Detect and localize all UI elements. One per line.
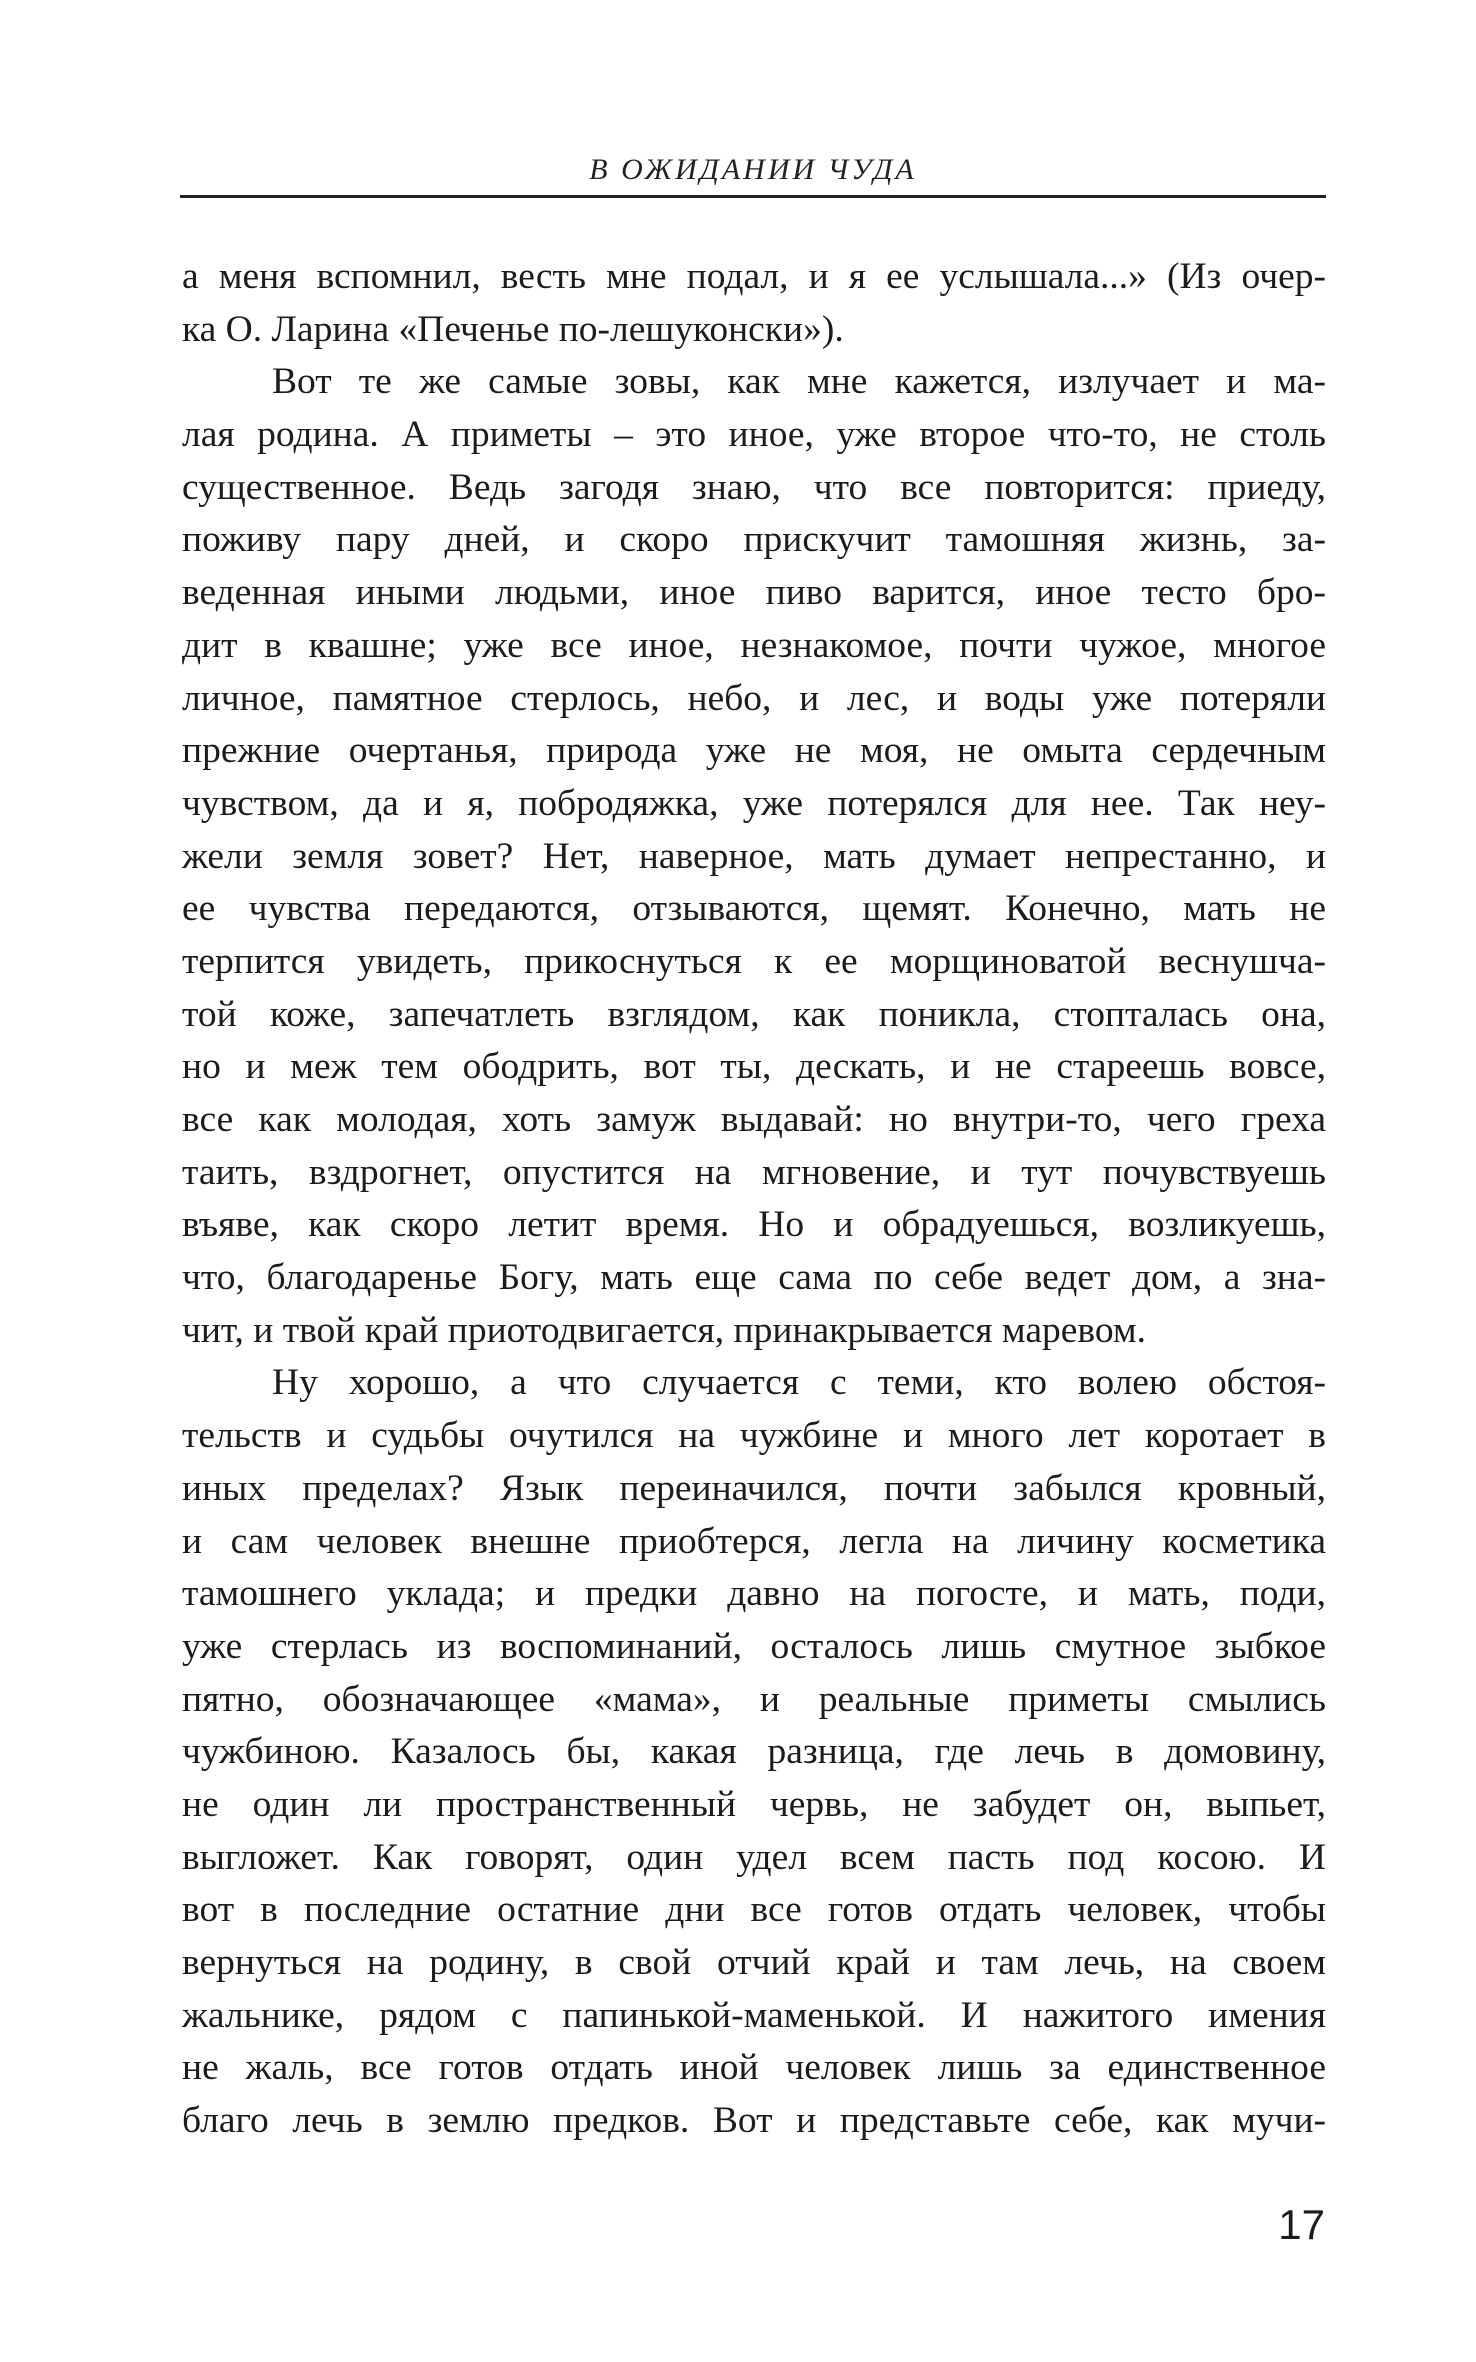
text-line: вот в последние остатние дни все готов отдать человек, чтобы [182, 1889, 1326, 1931]
text-line: что, благодаренье Богу, мать еще сама по себе ведет дом, а зна- [182, 1257, 1326, 1299]
text-line: чит, и твой край приотодвигается, принакрывается маревом. [182, 1309, 1146, 1351]
text-line: ка О. Ларина «Печенье по-лешуконски»). [182, 308, 844, 350]
text-line: въяве, как скоро летит время. Но и обрадуешься, возликуешь, [182, 1204, 1326, 1246]
text-line: пятно, обозначающее «мама», и реальные приметы смылись [182, 1678, 1326, 1720]
text-line: не жаль, все готов отдать иной человек лишь за единственное [182, 2047, 1326, 2089]
text-line: иных пределах? Язык переиначился, почти забылся кровный, [182, 1467, 1326, 1509]
body-text [182, 251, 1326, 2148]
text-line: чувством, да и я, побродяжка, уже потерялся для нее. Так неу- [182, 782, 1326, 824]
text-line: уже стерлась из воспоминаний, осталось лишь смутное зыбкое [182, 1625, 1326, 1667]
text-line: личное, памятное стерлось, небо, и лес, и воды уже потеряли [182, 677, 1326, 719]
text-line: прежние очертанья, природа уже не моя, не омыта сердечным [182, 730, 1326, 772]
text-line: жальнике, рядом с папинькой-маменькой. И нажитого имения [182, 1994, 1326, 2036]
text-line: ее чувства передаются, отзываются, щемят. Конечно, мать не [182, 888, 1326, 930]
text-line: и сам человек внешне приобтерся, легла на личину косметика [182, 1520, 1326, 1562]
text-line: тамошнего уклада; и предки давно на погосте, и мать, поди, [182, 1573, 1326, 1615]
text-line: чужбиною. Казалось бы, какая разница, где лечь в домовину, [182, 1731, 1326, 1773]
text-line: той коже, запечатлеть взглядом, как поникла, стопталась она, [182, 993, 1326, 1035]
text-line: поживу пару дней, и скоро прискучит тамошняя жизнь, за- [182, 519, 1326, 561]
text-line: Вот те же самые зовы, как мне кажется, излучает и ма- [272, 361, 1326, 403]
text-line: лая родина. А приметы – это иное, уже второе что-то, не столь [182, 414, 1326, 456]
text-line: все как молодая, хоть замуж выдавай: но внутри-то, чего греха [182, 1099, 1326, 1140]
text-line: веденная иными людьми, иное пиво варится, иное тесто бро- [182, 572, 1326, 614]
text-line: тельств и судьбы очутился на чужбине и много лет коротает в [182, 1415, 1326, 1457]
text-line: существенное. Ведь загодя знаю, что все повторится: приеду, [182, 466, 1326, 508]
text-line: Ну хорошо, а что случается с теми, кто волею обстоя- [272, 1362, 1326, 1404]
text-line: терпится увидеть, прикоснуться к ее морщиноватой веснушча- [182, 940, 1326, 982]
text-line: выгложет. Как говорят, один удел всем пасть под косою. И [182, 1836, 1326, 1878]
text-line: не один ли пространственный червь, не забудет он, выпьет, [182, 1783, 1326, 1825]
text-line: вернуться на родину, в свой отчий край и там лечь, на своем [182, 1942, 1326, 1983]
text-line: а меня вспомнил, весть мне подал, и я ее услышала...» (Из очер- [182, 256, 1326, 297]
text-line: дит в квашне; уже все иное, незнакомое, почти чужое, многое [182, 624, 1326, 666]
text-line: таить, вздрогнет, опустится на мгновение, и тут почувствуешь [182, 1151, 1326, 1193]
page-number: 17 [1278, 2201, 1325, 2248]
text-line: жели земля зовет? Нет, наверное, мать думает непрестанно, и [182, 835, 1326, 877]
text-line: благо лечь в землю предков. Вот и представьте себе, как мучи- [182, 2100, 1326, 2142]
text-line: но и меж тем ободрить, вот ты, дескать, и не стареешь вовсе, [182, 1046, 1326, 1088]
running-head [180, 150, 1326, 198]
running-head-title: В ОЖИДАНИИ ЧУДА [589, 153, 917, 186]
